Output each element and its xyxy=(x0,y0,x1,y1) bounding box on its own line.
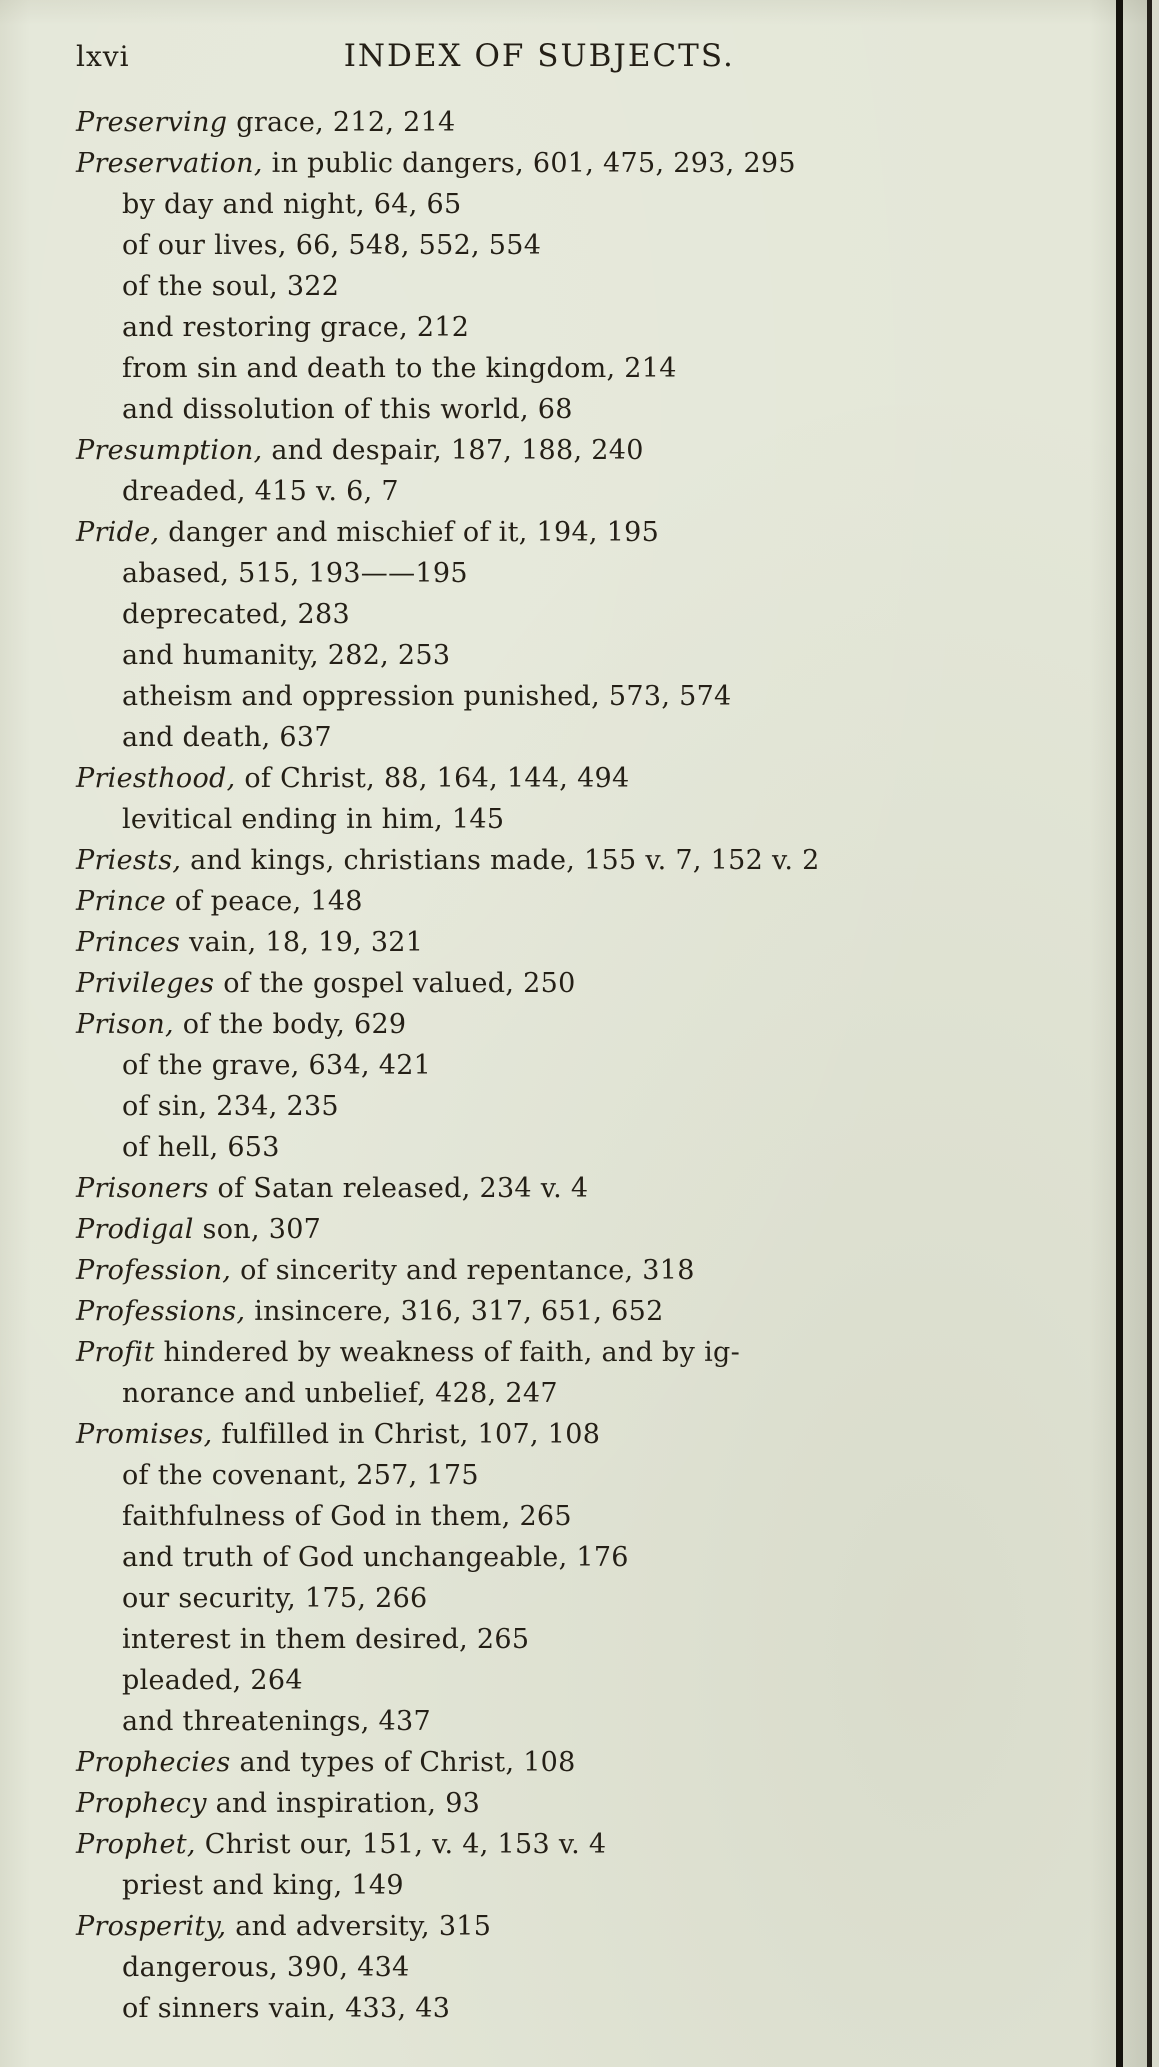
entry-text: of Christ, 88, 164, 144, 494 xyxy=(235,763,630,794)
index-line xyxy=(76,1824,1069,1865)
entry-headword: Prisoners xyxy=(76,1173,209,1204)
entry-text: and truth of God unchangeable, 176 xyxy=(122,1542,629,1573)
entry-text: insincere, 316, 317, 651, 652 xyxy=(245,1296,664,1327)
index-line xyxy=(76,1168,1069,1209)
entry-text: of hell, 653 xyxy=(122,1132,280,1163)
index-line xyxy=(76,1250,1069,1291)
entry-text: of the gospel valued, 250 xyxy=(214,968,576,999)
index-line xyxy=(76,1332,1069,1373)
entry-text: of peace, 148 xyxy=(166,886,363,917)
index-line xyxy=(76,1783,1069,1824)
entry-text: vain, 18, 19, 321 xyxy=(180,927,424,958)
index-line xyxy=(76,389,1069,430)
index-line xyxy=(76,1209,1069,1250)
entry-text: norance and unbelief, 428, 247 xyxy=(122,1378,558,1409)
index-line xyxy=(76,1865,1069,1906)
index-line xyxy=(76,1619,1069,1660)
index-line xyxy=(76,553,1069,594)
index-line xyxy=(76,1455,1069,1496)
entry-text: faithfulness of God in them, 265 xyxy=(122,1501,572,1532)
index-line xyxy=(76,1578,1069,1619)
index-line xyxy=(76,1414,1069,1455)
entry-headword: Princes xyxy=(76,927,181,958)
entry-headword: Priesthood, xyxy=(76,763,236,794)
entry-text: and despair, 187, 188, 240 xyxy=(262,435,644,466)
entry-text: of the grave, 634, 421 xyxy=(122,1050,432,1081)
entry-text: of sincerity and repentance, 318 xyxy=(231,1255,695,1286)
entry-headword: Prosperity, xyxy=(76,1911,227,1942)
index-line xyxy=(76,1701,1069,1742)
entry-headword: Privileges xyxy=(76,968,215,999)
entry-text: and dissolution of this world, 68 xyxy=(122,394,573,425)
entry-headword: Profession, xyxy=(76,1255,232,1286)
entry-text: our security, 175, 266 xyxy=(122,1583,428,1614)
index-line xyxy=(76,1988,1069,2029)
entry-text: in public dangers, 601, 475, 293, 295 xyxy=(262,148,796,179)
entry-text: and inspiration, 93 xyxy=(206,1788,481,1819)
index-line xyxy=(76,1537,1069,1578)
entry-text: of sinners vain, 433, 43 xyxy=(122,1993,451,2024)
page-header xyxy=(76,38,1039,74)
entry-text: and kings, christians made, 155 v. 7, 152 v. 2 xyxy=(181,845,820,876)
entry-text: from sin and death to the kingdom, 214 xyxy=(122,353,677,384)
index-line xyxy=(76,676,1069,717)
index-line xyxy=(76,102,1069,143)
entry-headword: Prison, xyxy=(76,1009,174,1040)
index-line xyxy=(76,799,1069,840)
index-line xyxy=(76,635,1069,676)
index-line xyxy=(76,840,1069,881)
entry-headword: Prophecy xyxy=(76,1788,207,1819)
entry-text: and adversity, 315 xyxy=(226,1911,492,1942)
entry-headword: Prince xyxy=(76,886,166,917)
index-line xyxy=(76,307,1069,348)
entry-text: dreaded, 415 v. 6, 7 xyxy=(122,476,399,507)
entry-text: danger and mischief of it, 194, 195 xyxy=(159,517,660,548)
entry-text: of the body, 629 xyxy=(173,1009,407,1040)
entry-headword: Presumption, xyxy=(76,435,263,466)
entry-text: grace, 212, 214 xyxy=(227,107,456,138)
entry-text: hindered by weakness of faith, and by ig- xyxy=(154,1337,741,1368)
entry-text: Christ our, 151, v. 4, 153 v. 4 xyxy=(195,1829,607,1860)
entry-text: priest and king, 149 xyxy=(122,1870,404,1901)
index-entries xyxy=(76,102,1069,2029)
entry-text: of Satan released, 234 v. 4 xyxy=(208,1173,589,1204)
page-edge xyxy=(1152,0,1159,2067)
index-line xyxy=(76,143,1069,184)
entry-text: and restoring grace, 212 xyxy=(122,312,470,343)
entry-headword: Pride, xyxy=(76,517,160,548)
index-line xyxy=(76,471,1069,512)
entry-text: of our lives, 66, 548, 552, 554 xyxy=(122,230,542,261)
entry-headword: Promises, xyxy=(76,1419,213,1450)
index-line xyxy=(76,184,1069,225)
entry-headword: Preserving xyxy=(76,107,228,138)
index-line xyxy=(76,512,1069,553)
index-line xyxy=(76,594,1069,635)
page-number: lxvi xyxy=(76,40,130,73)
index-line xyxy=(76,717,1069,758)
index-line xyxy=(76,1496,1069,1537)
entry-text: atheism and oppression punished, 573, 574 xyxy=(122,681,732,712)
entry-text: of sin, 234, 235 xyxy=(122,1091,339,1122)
index-line xyxy=(76,225,1069,266)
index-line xyxy=(76,1127,1069,1168)
index-line xyxy=(76,758,1069,799)
entry-text: of the soul, 322 xyxy=(122,271,340,302)
entry-headword: Prophet, xyxy=(76,1829,196,1860)
entry-headword: Professions, xyxy=(76,1296,246,1327)
index-line xyxy=(76,881,1069,922)
entry-headword: Preservation, xyxy=(76,148,263,179)
entry-text: levitical ending in him, 145 xyxy=(122,804,505,835)
index-line xyxy=(76,1906,1069,1947)
entry-text: and types of Christ, 108 xyxy=(230,1747,576,1778)
index-line xyxy=(76,963,1069,1004)
index-line xyxy=(76,1742,1069,1783)
index-line xyxy=(76,1660,1069,1701)
running-title: INDEX OF SUBJECTS. xyxy=(343,38,735,74)
entry-text: dangerous, 390, 434 xyxy=(122,1952,410,1983)
entry-text: interest in them desired, 265 xyxy=(122,1624,530,1655)
entry-text: abased, 515, 193——195 xyxy=(122,558,468,589)
entry-text: by day and night, 64, 65 xyxy=(122,189,462,220)
index-line xyxy=(76,1045,1069,1086)
entry-headword: Profit xyxy=(76,1337,155,1368)
index-line xyxy=(76,1947,1069,1988)
entry-headword: Priests, xyxy=(76,845,182,876)
index-line xyxy=(76,348,1069,389)
entry-text: and death, 637 xyxy=(122,722,332,753)
entry-text: deprecated, 283 xyxy=(122,599,350,630)
entry-text: and humanity, 282, 253 xyxy=(122,640,451,671)
index-line xyxy=(76,1291,1069,1332)
entry-headword: Prodigal xyxy=(76,1214,194,1245)
entry-text: fulfilled in Christ, 107, 108 xyxy=(212,1419,601,1450)
entry-text: pleaded, 264 xyxy=(122,1665,303,1696)
entry-text: of the covenant, 257, 175 xyxy=(122,1460,479,1491)
index-line xyxy=(76,1086,1069,1127)
index-line xyxy=(76,1373,1069,1414)
entry-headword: Prophecies xyxy=(76,1747,231,1778)
entry-text: and threatenings, 437 xyxy=(122,1706,431,1737)
index-line xyxy=(76,922,1069,963)
entry-text: son, 307 xyxy=(193,1214,322,1245)
index-line xyxy=(76,430,1069,471)
index-line xyxy=(76,266,1069,307)
binding-rule-outer xyxy=(1116,0,1123,2067)
index-line xyxy=(76,1004,1069,1045)
